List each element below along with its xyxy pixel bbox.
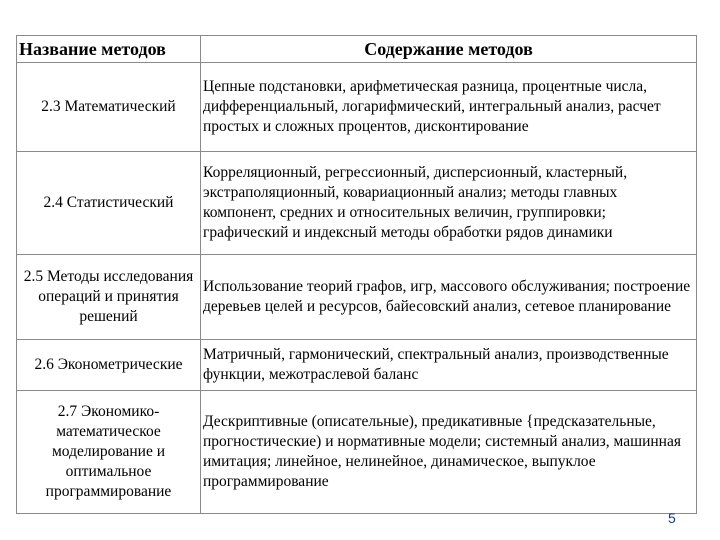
- method-name: 2.5 Методы исследования операций и принятия решений: [17, 255, 201, 340]
- method-content: Дескриптивные (описательные), предикативные {предсказательные, прогностические) и нормативные модели; системный анализ, машинная имитация; линейное, нелинейное, динамическое, выпуклое программирование: [201, 391, 697, 514]
- table-row: [17, 391, 697, 514]
- table-row: [17, 340, 697, 391]
- table-row: [17, 255, 697, 340]
- method-content: Матричный, гармонический, спектральный анализ, производственные функции, межотраслевой баланс: [201, 340, 697, 391]
- method-content: Использование теорий графов, игр, массового обслуживания; построение деревьев целей и ресурсов, байесовский анализ, сетевое планирование: [201, 255, 697, 340]
- table-row: [17, 63, 697, 152]
- method-name: 2.3 Математический: [17, 63, 201, 152]
- header-method-content: Содержание методов: [201, 36, 697, 63]
- page-number: 5: [668, 510, 676, 526]
- method-name: 2.4 Статистический: [17, 152, 201, 255]
- table-row: [17, 152, 697, 255]
- header-method-name: Название методов: [17, 36, 201, 63]
- method-name: 2.7 Экономико-математическое моделирование и оптимальное программирование: [17, 391, 201, 514]
- methods-table: [16, 35, 697, 514]
- method-content: Корреляционный, регрессионный, дисперсионный, кластерный, экстраполяционный, ковариационный анализ; методы главных компонент, средних и относительных величин, группировки; графический и индексный методы обработки рядов динамики: [201, 152, 697, 255]
- header-row: [17, 36, 697, 63]
- method-content: Цепные подстановки, арифметическая разница, процентные числа, дифференциальный, логарифмический, интегральный анализ, расчет простых и сложных процентов, дисконтирование: [201, 63, 697, 152]
- method-name: 2.6 Эконометрические: [17, 340, 201, 391]
